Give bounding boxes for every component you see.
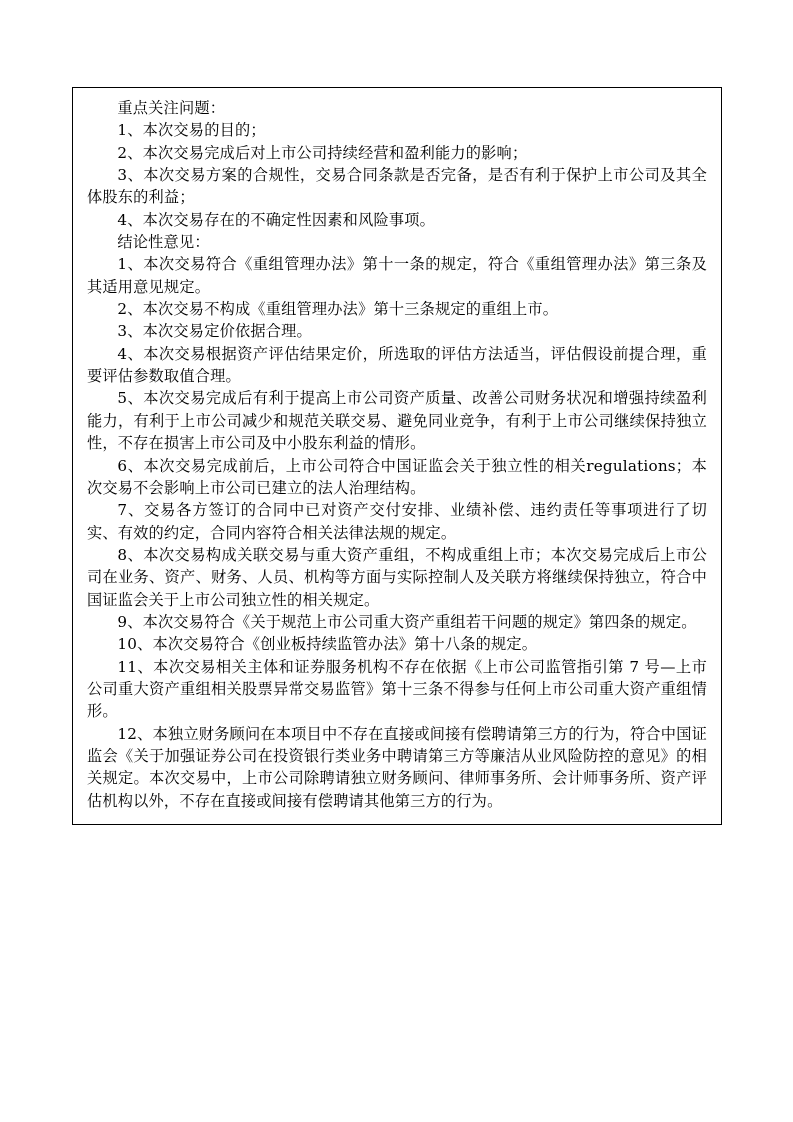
paragraph-conclusion-item-12: 12、本独立财务顾问在本项目中不存在直接或间接有偿聘请第三方的行为，符合中国证监会《关于加强证券公司在投资银行类业务中聘请第三方等廉洁从业风险防控的意见》的相关规定。本次交易中，上市公司除聘请独立财务顾问、律师事务所、会计师事务所、资产评估机构以外，不存在直接或间接有偿聘请其他第三方的行为。 — [87, 724, 707, 810]
paragraph-focus-heading: 重点关注问题： — [117, 99, 226, 117]
paragraph-focus-item-1: 1、本次交易的目的； — [117, 121, 266, 140]
paragraph-conclusion-item-1: 1、本次交易符合《重组管理办法》第十一条的规定，符合《重组管理办法》第三条及其适用意见规定。 — [87, 255, 707, 296]
paragraph-conclusion-item-5: 5、本次交易完成后有利于提高上市公司资产质量、改善公司财务状况和增强持续盈利能力，有利于上市公司减少和规范关联交易、避免同业竞争，有利于上市公司继续保持独立性，不存在损害上市公司及中小股东利益的情形。 — [87, 389, 707, 453]
paragraph-conclusion-item-9: 9、本次交易符合《关于规范上市公司重大资产重组若干问题的规定》第四条的规定。 — [117, 612, 697, 631]
paragraph-conclusion-item-2: 2、本次交易不构成《重组管理办法》第十三条规定的重组上市。 — [117, 300, 559, 319]
paragraph-focus-item-4: 4、本次交易存在的不确定性因素和风险事项。 — [117, 210, 436, 229]
paragraph-focus-item-3: 3、本次交易方案的合规性，交易合同条款是否完备，是否有利于保护上市公司及其全体股东的利益； — [87, 166, 707, 207]
paragraph-conclusion-item-3: 3、本次交易定价依据合理。 — [117, 322, 312, 341]
paragraph-conclusion-heading: 结论性意见： — [117, 233, 210, 252]
paragraph-conclusion-item-6: 6、本次交易完成前后，上市公司符合中国证监会关于独立性的相关regulations；本次交易不会影响上市公司已建立的法人治理结构。 — [87, 456, 707, 497]
paragraph-conclusion-item-8: 8、本次交易构成关联交易与重大资产重组，不构成重组上市；本次交易完成后上市公司在业务、资产、财务、人员、机构等方面与实际控制人及关联方将继续保持独立，符合中国证监会关于上市公司独立性的相关规定。 — [87, 545, 707, 609]
paragraph-conclusion-item-4: 4、本次交易根据资产评估结果定价，所选取的评估方法适当，评估假设前提合理，重要评估参数取值合理。 — [87, 344, 707, 386]
paragraph-conclusion-item-11: 11、本次交易相关主体和证券服务机构不存在依据《上市公司监管指引第 7 号—上市公司重大资产重组相关股票异常交易监管》第十三条不得参与任何上市公司重大资产重组情形。 — [87, 657, 707, 721]
paragraph-conclusion-item-10: 10、本次交易符合《创业板持续监管办法》第十八条的规定。 — [117, 635, 538, 654]
paragraph-conclusion-item-7: 7、交易各方签订的合同中已对资产交付安排、业绩补偿、违约责任等事项进行了切实、有效的约定，合同内容符合相关法律法规的规定。 — [87, 501, 707, 542]
paragraph-focus-item-2: 2、本次交易完成后对上市公司持续经营和盈利能力的影响； — [117, 143, 528, 162]
document-text-box — [72, 87, 722, 825]
